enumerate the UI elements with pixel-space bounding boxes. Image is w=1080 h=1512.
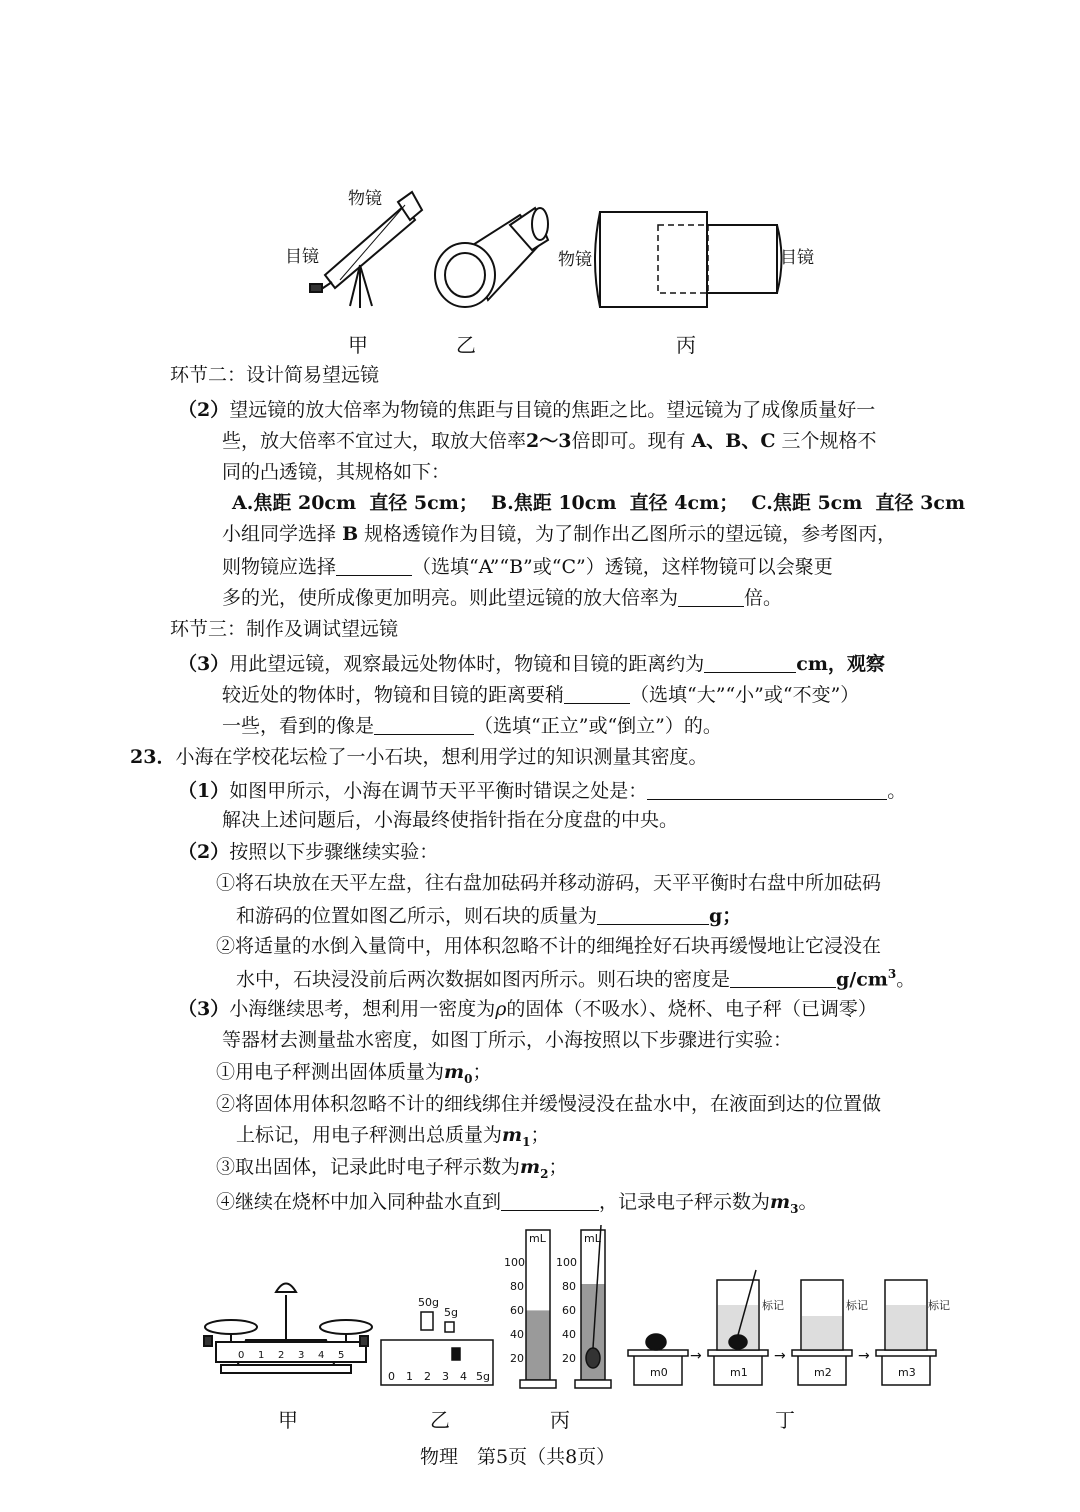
section2-heading: 环节二：设计简易望远镜 (170, 364, 380, 386)
rider-tick: 1 (406, 1370, 413, 1383)
caption-jia-top: 甲 (348, 333, 368, 357)
tube-eyepiece-label: 目镜 (780, 248, 814, 268)
telescope-on-tripod (310, 192, 422, 308)
balance-tick: 2 (278, 1350, 285, 1361)
caption-yi-bottom: 乙 (430, 1408, 450, 1432)
q2-line2: 些，放大倍率不宜过大，取放大倍率2～3倍即可。现有 A、B、C 三个规格不 (222, 430, 877, 452)
q23-p3-line1: （3）小海继续思考，想利用一密度为ρ的固体（不吸水）、烧杯、电子秤（已调零） (178, 998, 877, 1020)
scale-label-m1: m1 (730, 1366, 748, 1379)
q23-p3-step2b: 上标记，用电子秤测出总质量为$m_1$； (236, 1124, 550, 1149)
lens-specs: A.焦距 20cm 直径 5cm； B.焦距 10cm 直径 4cm； C.焦距 5cm 直径 3cm (232, 492, 966, 514)
q23-p3-step4: ④继续在烧杯中加入同种盐水直到 ，记录电子秤示数为$m_3$。 (216, 1191, 818, 1216)
q2-line6: 则物镜应选择 （选填“A”“B”或“C”）透镜，这样物镜可以会聚更 (222, 556, 833, 578)
cylinder-tick: 40 (562, 1328, 576, 1341)
q23-number: 23． (130, 746, 176, 768)
rider-tick: 3 (442, 1370, 449, 1383)
page-footer: 物理 第5页（共8页） (420, 1446, 616, 1468)
caption-ding-bottom: 丁 (775, 1408, 795, 1432)
q3-line2: 较近处的物体时，物镜和目镜的距离要稍 （选填“大”“小”或“不变”） (222, 684, 860, 706)
q2-line7: 多的光，使所成像更加明亮。则此望远镜的放大倍率为 倍。 (222, 587, 783, 609)
q2-line1: （2）望远镜的放大倍率为物镜的焦距与目镜的焦距之比。望远镜为了成像质量好一 (178, 399, 876, 421)
cylinder-after (575, 1225, 611, 1388)
cylinder-tick: 100 (556, 1256, 577, 1269)
balance-tick: 1 (258, 1350, 265, 1361)
answer-blank-magnification[interactable] (678, 587, 744, 607)
q2-number: （2） (178, 399, 230, 421)
balance-tick: 5 (338, 1350, 345, 1361)
arrow-icon: → (690, 1348, 702, 1364)
balance-tick: 0 (238, 1350, 245, 1361)
telescope-objective-label: 物镜 (348, 189, 382, 209)
cylinder-water-fill (526, 1310, 550, 1380)
cylinder-unit: mL (529, 1232, 546, 1245)
q2-line5: 小组同学选择 B 规格透镜作为目镜，为了制作出乙图所示的望远镜，参考图丙， (222, 523, 897, 545)
telescope-figure (270, 180, 830, 330)
telescope-eyepiece-label: 目镜 (285, 247, 319, 267)
answer-blank-error[interactable] (647, 780, 887, 800)
experiment-figure (196, 1220, 956, 1400)
answer-blank-mass[interactable] (597, 905, 709, 925)
q23-p3-step1: ①用电子秤测出固体质量为$m_0$； (216, 1061, 492, 1086)
rider-tick: 5g (476, 1370, 490, 1383)
q23-p2-step2a: ②将适量的水倒入量筒中，用体积忽略不计的细绳拴好石块再缓慢地让它浸没在 (216, 935, 882, 957)
caption-jia-bottom: 甲 (278, 1408, 298, 1432)
rider-tick: 2 (424, 1370, 431, 1383)
paper-tube-telescope (435, 208, 548, 307)
cylinder-before (520, 1230, 556, 1388)
q23-p2-step1b: 和游码的位置如图乙所示，则石块的质量为 g； (236, 905, 742, 927)
cylinder-unit: mL (584, 1232, 601, 1245)
weight-50g-label: 50g (418, 1296, 439, 1309)
cylinder-tick: 80 (510, 1280, 524, 1293)
q23-p1-line2: 解决上述问题后，小海最终使指针指在分度盘的中央。 (222, 809, 679, 831)
q23-p2-step1a: ①将石块放在天平左盘，往右盘加砝码并移动游码，天平平衡时右盘中所加砝码 (216, 872, 882, 894)
q23-p1-line1: （1）如图甲所示，小海在调节天平平衡时错误之处是： 。 (178, 780, 907, 802)
answer-blank-fill-level[interactable] (501, 1191, 599, 1211)
answer-blank-objective[interactable] (336, 556, 412, 576)
balance (204, 1284, 372, 1374)
tube-diagram (595, 212, 782, 307)
answer-blank-density[interactable] (730, 968, 836, 988)
scale-label-m3: m3 (898, 1366, 916, 1379)
scale-label-m2: m2 (814, 1366, 832, 1379)
caption-bing-top: 丙 (676, 333, 696, 357)
mark-label: 标记 (846, 1299, 868, 1312)
cylinder-tick: 100 (504, 1256, 525, 1269)
balance-tick: 4 (318, 1350, 325, 1361)
answer-blank-image[interactable] (374, 715, 474, 735)
weight-5g-label: 5g (444, 1306, 458, 1319)
cylinder-tick: 60 (510, 1304, 524, 1317)
section3-heading: 环节三：制作及调试望远镜 (170, 618, 399, 640)
tube-objective-label: 物镜 (558, 250, 592, 270)
cylinder-after-ticks (556, 1256, 577, 1365)
balance-tick: 3 (298, 1350, 305, 1361)
q3-line3: 一些，看到的像是 （选填“正立”或“倒立”）的。 (222, 715, 722, 737)
q3-line1: （3）用此望远镜，观察最远处物体时，物镜和目镜的距离约为 cm，观察 (178, 653, 885, 675)
q23-stem: 23．小海在学校花坛检了一小石块，想利用学过的知识测量其密度。 (130, 746, 708, 768)
q23-p3-step2a: ②将固体用体积忽略不计的细线绑住并缓慢浸没在盐水中，在液面到达的位置做 (216, 1093, 882, 1115)
caption-yi-top: 乙 (456, 333, 476, 357)
q23-p3-line2: 等器材去测量盐水密度，如图丁所示，小海按照以下步骤进行实验： (222, 1029, 793, 1051)
answer-blank-adjust[interactable] (564, 684, 630, 704)
cylinder-tick: 80 (562, 1280, 576, 1293)
mark-label: 标记 (928, 1299, 950, 1312)
arrow-icon: → (858, 1348, 870, 1364)
cylinder-tick: 20 (562, 1352, 576, 1365)
mark-label: 标记 (762, 1299, 784, 1312)
cylinder-tick: 60 (562, 1304, 576, 1317)
scale-label-m0: m0 (650, 1366, 668, 1379)
rider-tick: 0 (388, 1370, 395, 1383)
caption-bing-bottom: 丙 (550, 1408, 570, 1432)
q23-p2-step2b: 水中，石块浸没前后两次数据如图丙所示。则石块的密度是 $g/cm^3$。 (236, 967, 916, 991)
q2-line3: 同的凸透镜，其规格如下： (222, 461, 451, 483)
cylinder-tick: 40 (510, 1328, 524, 1341)
answer-blank-distance[interactable] (704, 653, 796, 673)
arrow-icon: → (774, 1348, 786, 1364)
q23-p2-line1: （2）按照以下步骤继续实验： (178, 841, 439, 863)
rider-tick: 4 (460, 1370, 467, 1383)
cylinder-tick: 20 (510, 1352, 524, 1365)
cylinder-before-ticks (504, 1256, 525, 1365)
q23-p3-step3: ③取出固体，记录此时电子秤示数为$m_2$； (216, 1156, 568, 1181)
